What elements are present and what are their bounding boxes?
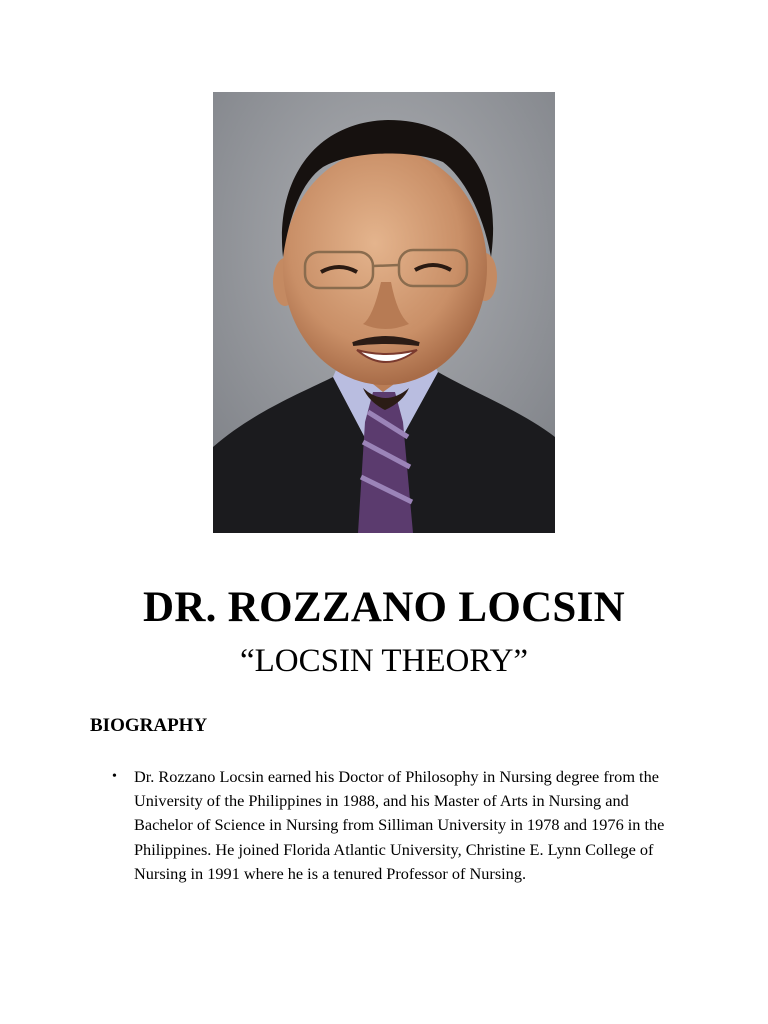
list-item	[110, 765, 690, 886]
bullet-icon: •	[112, 769, 117, 784]
biography-heading: BIOGRAPHY	[90, 715, 208, 736]
page-title: DR. ROZZANO LOCSIN	[142, 584, 626, 631]
page-subtitle: “LOCSIN THEORY”	[239, 643, 529, 679]
portrait-photo	[213, 92, 555, 533]
biography-list	[110, 765, 690, 886]
biography-text: Dr. Rozzano Locsin earned his Doctor of Philosophy in Nursing degree from the University of the Philippines in 1988, and his Master of Arts in Nursing and Bachelor of Science in Nursing from Silliman University in 1978 and 1976 in the Philippines. He joined Florida Atlantic University, Christine E. Lynn College of Nursing in 1991 where he is a tenured Professor of Nursing.	[134, 767, 665, 883]
